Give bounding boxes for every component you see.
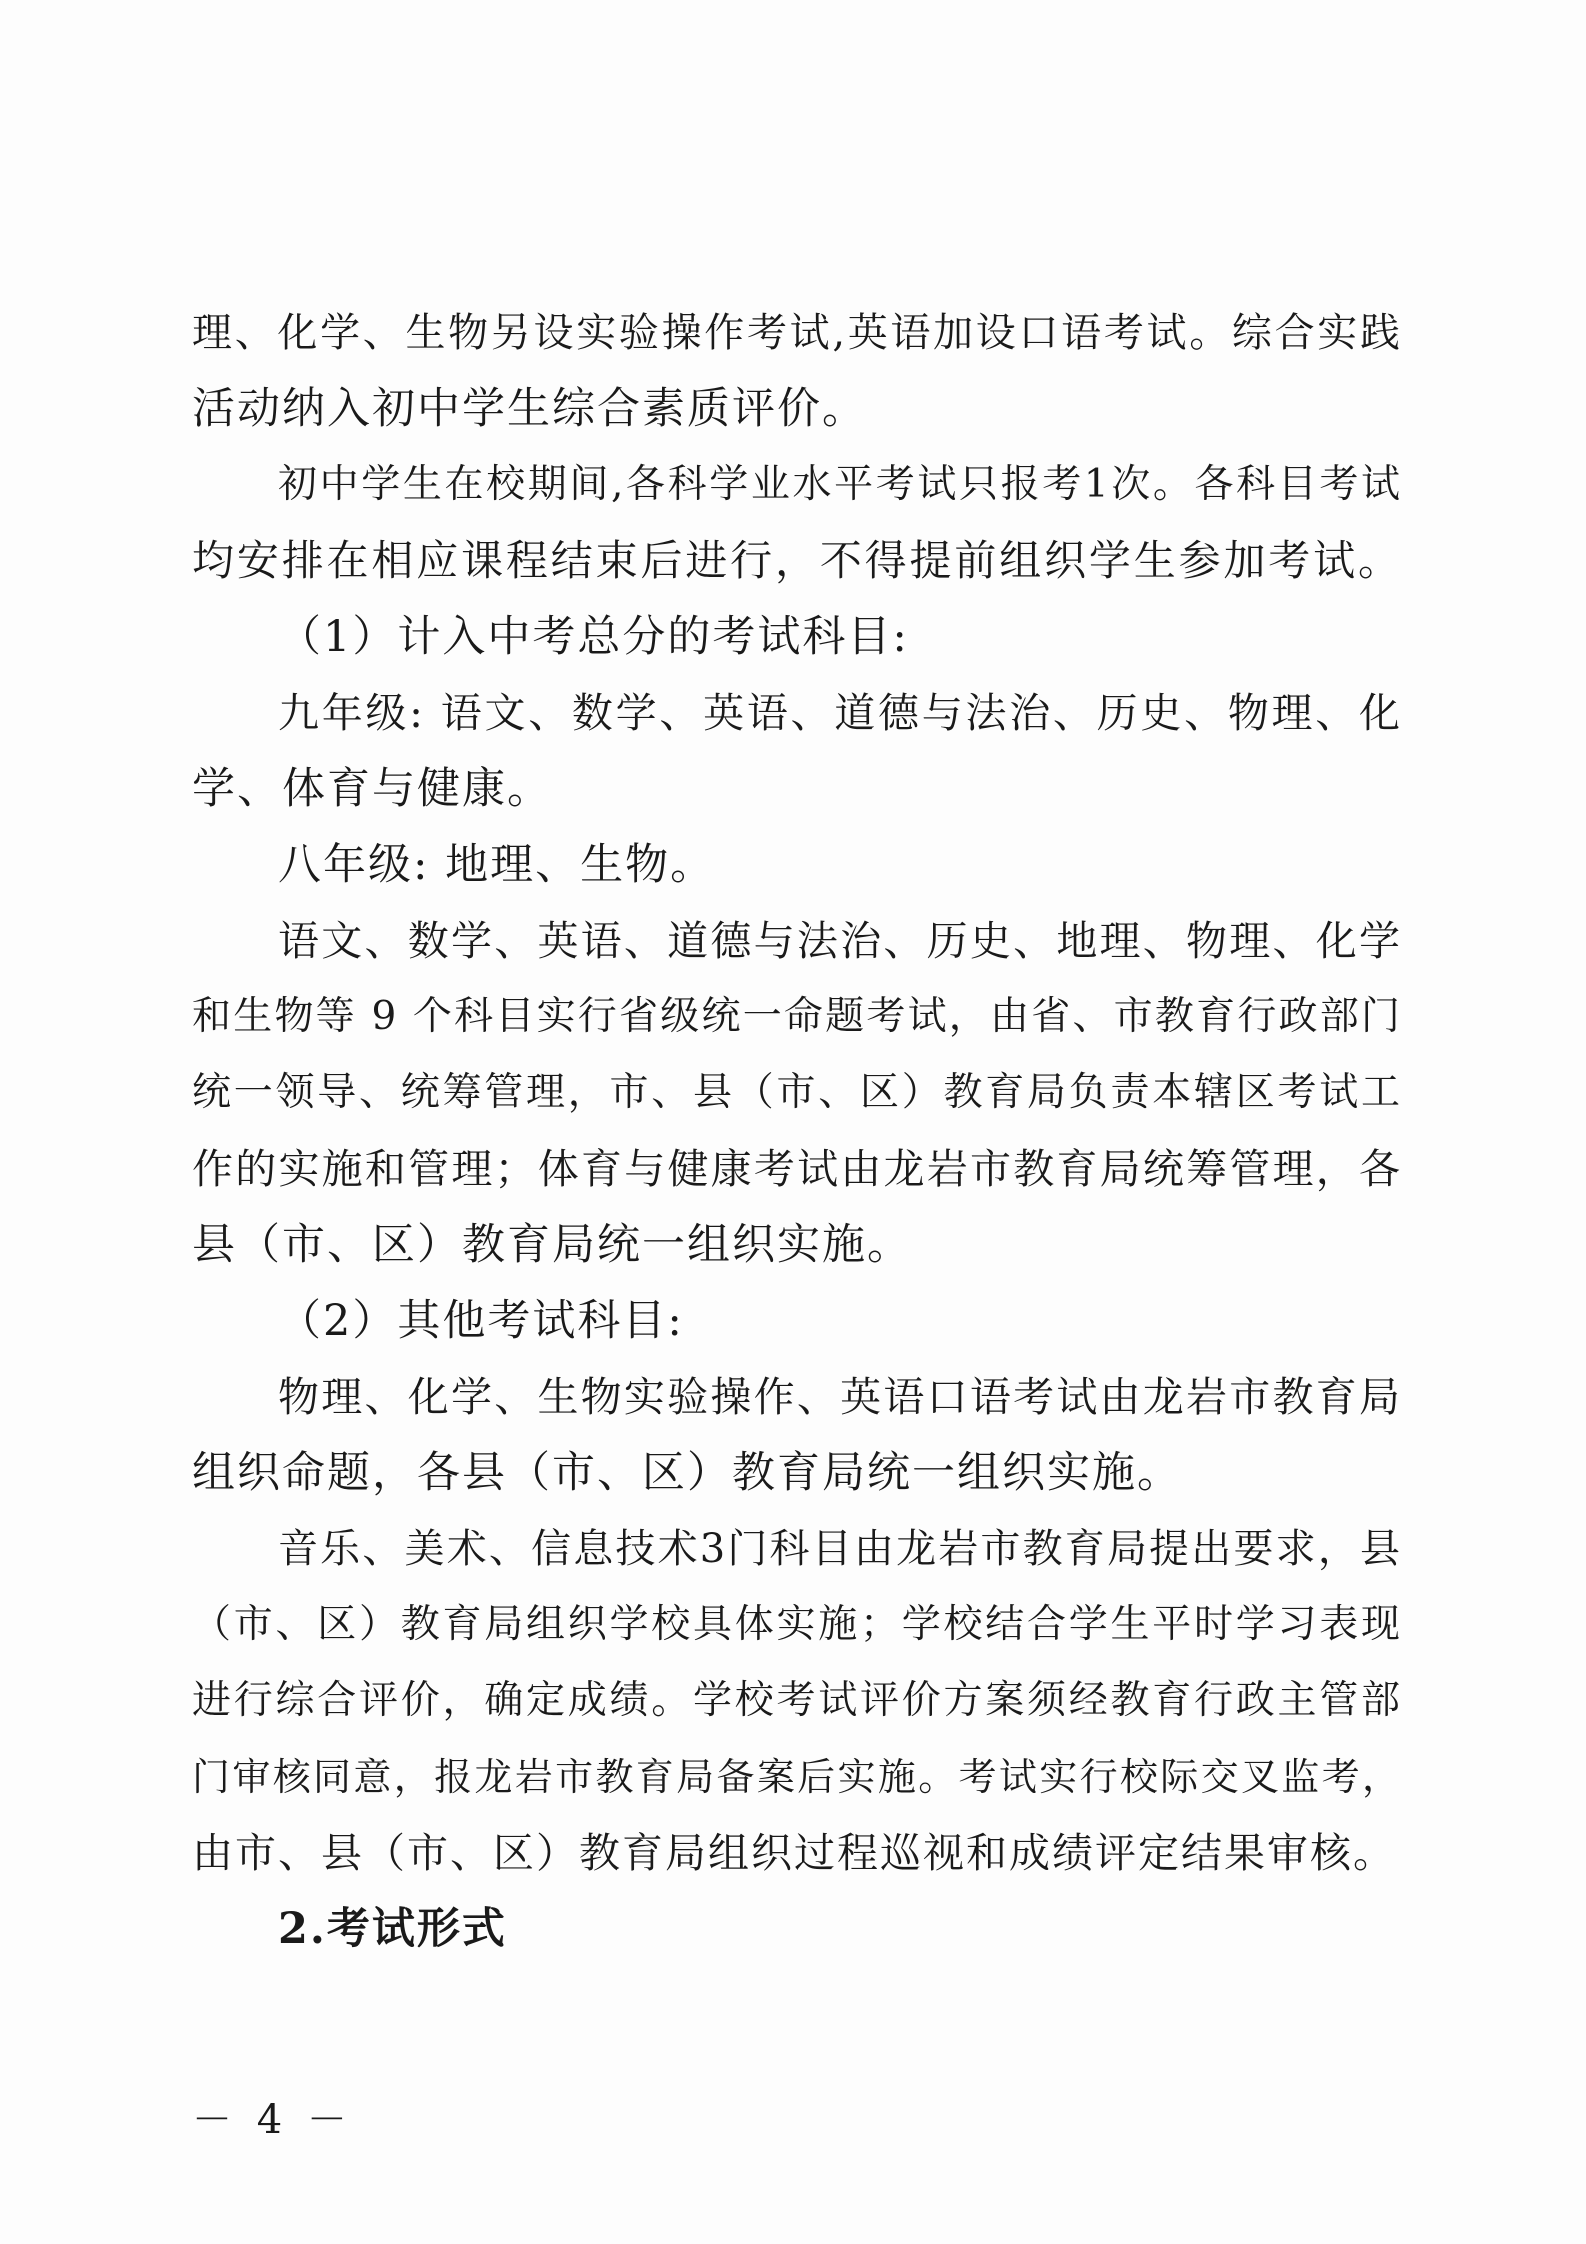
- text-line-2: 活动纳入初中学生综合素质评价。: [192, 384, 867, 434]
- text-line-15: 物理、化学、生物实验操作、英语口语考试由龙岩市教育局: [278, 1373, 1402, 1421]
- subsection-heading-2: （2）其他考试科目:: [278, 1296, 684, 1346]
- text-line-18: （市、区）教育局组织学校具体实施；学校结合学生平时学习表现: [192, 1602, 1402, 1647]
- text-line-9: 语文、数学、英语、道德与法治、历史、地理、物理、化学: [278, 917, 1402, 965]
- text-line-17: 音乐、美术、信息技术3门科目由龙岩市教育局提出要求，县: [278, 1526, 1402, 1572]
- page-number: － 4 －: [192, 2097, 353, 2143]
- text-line-7: 学、体育与健康。: [192, 764, 552, 814]
- text-line-3: 初中学生在校期间,各科学业水平考试只报考1次。各科目考试: [278, 462, 1402, 507]
- text-line-19: 进行综合评价，确定成绩。学校考试评价方案须经教育行政主管部: [192, 1678, 1402, 1723]
- text-line-20: 门审核同意，报龙岩市教育局备案后实施。考试实行校际交叉监考，: [192, 1755, 1402, 1799]
- text-line-8: 八年级: 地理、生物。: [278, 840, 716, 890]
- text-line-16: 组织命题，各县（市、区）教育局统一组织实施。: [192, 1448, 1182, 1498]
- text-line-13: 县（市、区）教育局统一组织实施。: [192, 1220, 912, 1270]
- section-heading-exam-form: 2.考试形式: [278, 1904, 507, 1954]
- text-line-11: 统一领导、统筹管理，市、县（市、区）教育局负责本辖区考试工: [192, 1070, 1402, 1115]
- text-line-12: 作的实施和管理；体育与健康考试由龙岩市教育局统筹管理，各: [192, 1145, 1402, 1193]
- text-line-6: 九年级: 语文、数学、英语、道德与法治、历史、物理、化: [278, 689, 1402, 737]
- subsection-heading-1: （1）计入中考总分的考试科目:: [278, 612, 909, 662]
- text-line-1: 理、化学、生物另设实验操作考试,英语加设口语考试。综合实践: [192, 310, 1402, 356]
- text-line-4: 均安排在相应课程结束后进行，不得提前组织学生参加考试。: [192, 536, 1402, 585]
- text-line-21: 由市、县（市、区）教育局组织过程巡视和成绩评定结果审核。: [192, 1829, 1396, 1877]
- text-line-10: 和生物等 9 个科目实行省级统一命题考试，由省、市教育行政部门: [192, 994, 1402, 1039]
